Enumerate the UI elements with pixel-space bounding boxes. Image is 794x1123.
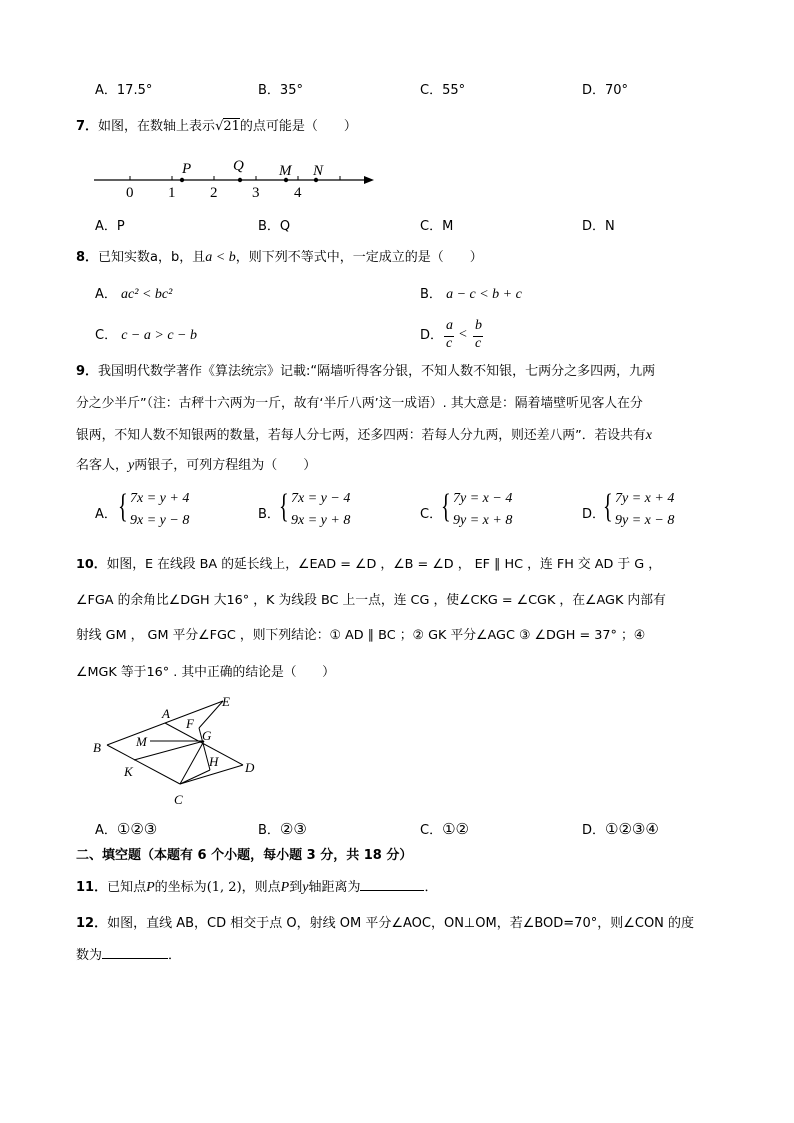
q6-option-c: C．55° (420, 83, 466, 98)
q7-option-b: B．Q (258, 219, 291, 234)
q8-option-d-fractions (444, 318, 494, 356)
q10-option-d: D．①②③④ (582, 820, 659, 838)
label-d: D (245, 760, 255, 775)
q8-stem: 8．已知实数a，b，且a < b，则下列不等式中，一定成立的是（ ） (76, 250, 483, 265)
q7-option-c: C．M (420, 219, 454, 234)
answer-blank[interactable] (102, 946, 168, 959)
label-g: G (202, 728, 212, 743)
point-label-n: N (313, 163, 324, 179)
point-label-q: Q (233, 158, 244, 174)
q8-option-c: C． c − a > c − b (95, 328, 197, 343)
q7-option-d: D．N (582, 219, 615, 234)
point-labels (181, 158, 324, 179)
label-f: F (186, 716, 194, 731)
q10-option-a: A．①②③ (95, 820, 158, 838)
q8-option-a: A． ac² < bc² (95, 287, 173, 302)
q7-option-a: A．P (95, 219, 125, 234)
frac1-den: c (446, 336, 453, 351)
sqrt-sign: √ (215, 119, 224, 134)
tick-label-4: 4 (294, 185, 302, 200)
number-line-figure (90, 155, 380, 200)
q9-option-a-letter: A． (95, 507, 117, 522)
point-q (238, 178, 242, 182)
axis-arrow-icon (364, 176, 374, 184)
q6-option-a: A．17.5° (95, 83, 153, 98)
tick-label-2: 2 (210, 185, 218, 200)
frac2-den: c (475, 336, 482, 351)
segment-h-c (180, 770, 210, 784)
point-label-m: M (279, 163, 292, 179)
tick-label-0: 0 (126, 185, 134, 200)
brace-icon: { (279, 488, 289, 525)
tick-label-3: 3 (252, 185, 260, 200)
q11-stem: 11．已知点P的坐标为(1, 2)，则点P到y轴距离为 ． (76, 880, 438, 895)
tick-labels (126, 185, 302, 200)
brace-icon: { (441, 488, 451, 525)
label-c: C (174, 792, 183, 807)
q6-option-d: D．70° (582, 83, 629, 98)
label-h: H (209, 754, 219, 769)
tick-label-1: 1 (168, 185, 176, 200)
brace-icon: { (118, 488, 128, 525)
frac1-num: a (446, 318, 453, 333)
label-e: E (222, 694, 230, 709)
radicand: 21 (223, 119, 240, 134)
q9-option-d-letter: D． (582, 507, 606, 522)
label-b: B (93, 740, 101, 755)
q9-option-b-letter: B． (258, 507, 280, 522)
answer-blank[interactable] (360, 878, 424, 891)
frac2-num: b (475, 318, 482, 333)
q10-option-b: B．②③ (258, 820, 307, 838)
q9-option-c-letter: C． (420, 507, 443, 522)
section-title: 二、填空题（本题有 6 个小题，每小题 3 分，共 18 分） (76, 848, 413, 863)
label-a: A (162, 706, 170, 721)
point-label-p: P (182, 161, 192, 177)
q8-option-b: B． a − c < b + c (420, 287, 522, 302)
geometry-figure (90, 690, 270, 810)
brace-icon: { (603, 488, 613, 525)
q6-option-b: B．35° (258, 83, 303, 98)
q10-option-c: C．①② (420, 820, 469, 838)
q8-option-d: D． (420, 328, 444, 343)
frac-rel: < (459, 327, 467, 342)
label-k: K (124, 764, 133, 779)
tick-marks (130, 176, 340, 180)
label-m: M (136, 734, 147, 749)
point-p (180, 178, 184, 182)
q7-stem: 7．如图，在数轴上表示√21的点可能是（ ） (76, 119, 357, 134)
